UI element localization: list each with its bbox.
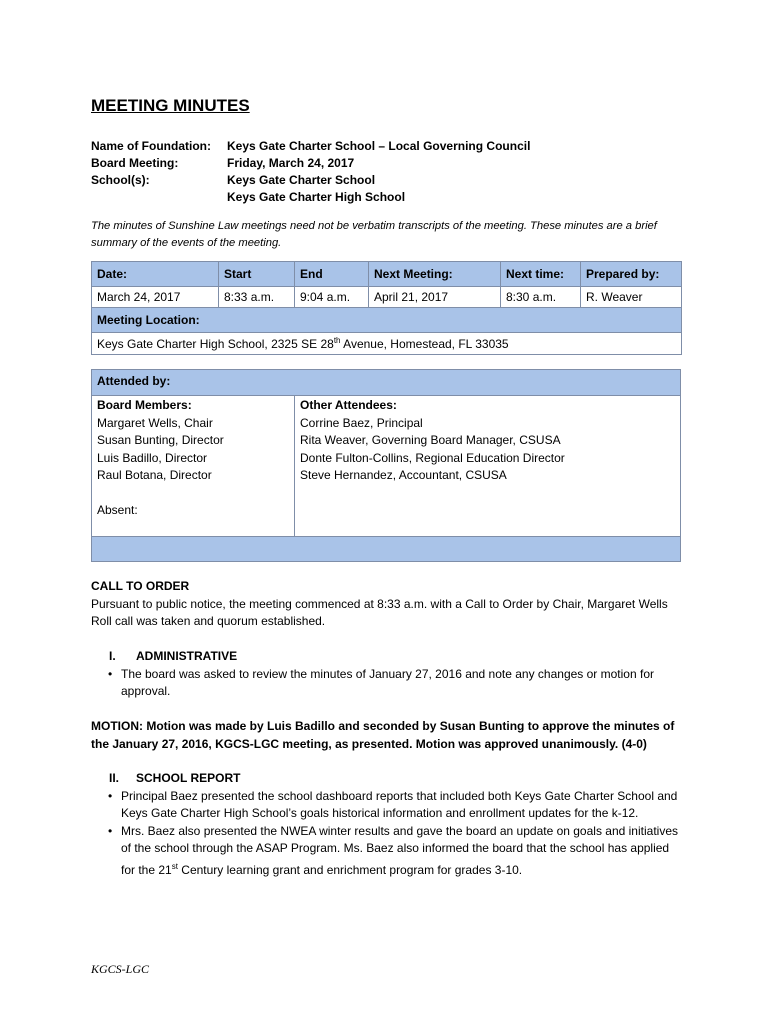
call-to-order-section <box>91 578 683 631</box>
header-next-meeting: Next Meeting: <box>369 262 501 287</box>
header-date: Date: <box>92 262 219 287</box>
other-attendee: Rita Weaver, Governing Board Manager, CSUSA <box>300 433 561 447</box>
section-number: I. <box>109 649 116 663</box>
location-text: Keys Gate Charter High School, 2325 SE 28 <box>97 337 334 351</box>
board-member: Margaret Wells, Chair <box>97 415 213 430</box>
value-start: 8:33 a.m. <box>219 287 295 308</box>
info-value-row <box>92 287 682 308</box>
value-end: 9:04 a.m. <box>295 287 369 308</box>
other-attendee: Corrine Baez, Principal <box>300 415 423 430</box>
header-start: Start <box>219 262 295 287</box>
page-title: MEETING MINUTES <box>91 96 250 115</box>
list-item <box>91 788 683 823</box>
board-members-column <box>92 396 295 536</box>
school-report-section <box>91 770 683 879</box>
administrative-list <box>91 666 683 701</box>
list-item <box>91 666 683 701</box>
list-item-text: Principal Baez presented the school dashboard reports that included both Keys Gate Charter School and Keys Gate Charter High School’s goals historical information and enrollment updates for the k-12. <box>121 788 678 820</box>
list-item-text-end: Century learning grant and enrichment program for grades 3-10. <box>177 862 523 877</box>
meeting-meta <box>91 138 530 206</box>
location-header-row <box>92 308 682 333</box>
page-footer: KGCS-LGC <box>91 962 150 976</box>
meta-row <box>91 189 530 206</box>
meta-row <box>91 172 530 189</box>
attendance-table <box>91 369 681 562</box>
header-next-time: Next time: <box>501 262 581 287</box>
meta-label: School(s): <box>91 173 150 187</box>
meta-value: Friday, March 24, 2017 <box>227 156 355 170</box>
other-attendee: Donte Fulton-Collins, Regional Education Director <box>300 450 565 465</box>
meta-row <box>91 138 530 155</box>
bullet-icon: • <box>108 823 113 838</box>
list-item-text-start: Mrs. Baez also presented the NWEA winter results and gave the board an update on goals and initiatives of the school through the ASAP Program. Ms. Baez also informed the board that the school has applied for the 21 <box>121 823 678 877</box>
administrative-section <box>91 648 683 701</box>
meta-value: Keys Gate Charter High School <box>227 190 406 204</box>
board-member: Susan Bunting, Director <box>97 433 224 447</box>
location-value-row <box>92 333 682 355</box>
meta-label: Board Meeting: <box>91 156 179 170</box>
info-header-row <box>92 262 682 287</box>
ordinal-superscript: st <box>171 861 178 871</box>
header-end: End <box>295 262 369 287</box>
meeting-info-table <box>91 261 682 355</box>
meta-label: Name of Foundation: <box>91 139 211 153</box>
location-superscript: th <box>333 336 341 345</box>
sunshine-law-note: The minutes of Sunshine Law meetings need not be verbatim transcripts of the meeting. These minutes are a brief summary of the events of the meeting. <box>91 220 657 249</box>
section-title: SCHOOL REPORT <box>136 771 241 785</box>
list-item <box>91 823 683 880</box>
other-attendees-label: Other Attendees: <box>300 398 397 412</box>
call-to-order-text: Pursuant to public notice, the meeting commenced at 8:33 a.m. with a Call to Order by Chair, Margaret Wells Roll call was taken and quorum established. <box>91 596 668 628</box>
other-attendees-column <box>295 396 680 536</box>
value-prepared-by: R. Weaver <box>581 287 682 308</box>
location-value <box>92 333 682 355</box>
meta-row <box>91 155 530 172</box>
board-members-label: Board Members: <box>97 398 192 412</box>
meta-value: Keys Gate Charter School <box>227 173 376 187</box>
list-item-text: The board was asked to review the minutes of January 27, 2016 and note any changes or motion for approval. <box>121 666 654 698</box>
value-date: March 24, 2017 <box>92 287 219 308</box>
location-label: Meeting Location: <box>92 308 682 333</box>
attendance-body <box>92 396 680 537</box>
section-title: ADMINISTRATIVE <box>136 649 238 663</box>
bullet-icon: • <box>108 788 113 803</box>
list-item-text <box>121 823 683 880</box>
meta-label <box>91 189 227 206</box>
administrative-heading <box>91 648 683 666</box>
section-number: II. <box>109 771 120 785</box>
location-text-end: Avenue, Homestead, FL 33035 <box>340 337 509 351</box>
attendance-footer-bar <box>92 537 680 561</box>
board-member: Raul Botana, Director <box>97 468 212 482</box>
school-report-list <box>91 788 683 880</box>
attended-header: Attended by: <box>92 370 680 396</box>
value-next-time: 8:30 a.m. <box>501 287 581 308</box>
call-to-order-heading: CALL TO ORDER <box>91 579 190 593</box>
value-next-meeting: April 21, 2017 <box>369 287 501 308</box>
motion-text: MOTION: Motion was made by Luis Badillo and seconded by Susan Bunting to approve the minutes of the January 27, 2016, KGCS-LGC meeting, as presented. Motion was approved unanimously. (4-0) <box>91 719 675 751</box>
absent-label: Absent: <box>97 503 138 517</box>
bullet-icon: • <box>108 666 113 681</box>
spacer <box>97 485 289 503</box>
header-prepared-by: Prepared by: <box>581 262 682 287</box>
other-attendee: Steve Hernandez, Accountant, CSUSA <box>300 468 507 482</box>
school-report-heading <box>91 770 683 788</box>
meta-value: Keys Gate Charter School – Local Governing Council <box>227 139 531 153</box>
board-member: Luis Badillo, Director <box>97 450 208 465</box>
